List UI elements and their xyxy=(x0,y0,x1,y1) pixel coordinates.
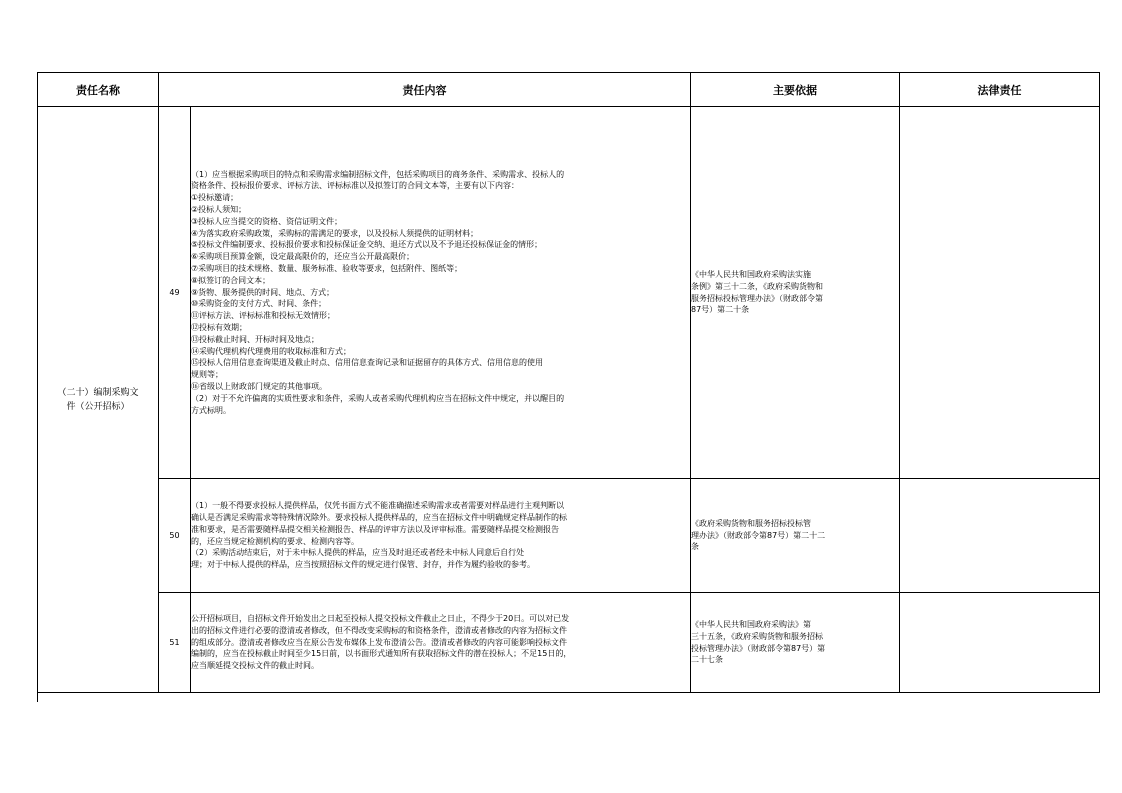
content-line: ⑮投标人信用信息查询渠道及截止时点、信用信息查询记录和证据留存的具体方式、信用信息的使用 xyxy=(191,358,543,368)
responsibility-name xyxy=(38,107,159,693)
row-basis xyxy=(691,593,900,693)
basis-line: 三十五条，《政府采购货物和服务招标 xyxy=(691,631,823,641)
content-line: ⑦采购项目的技术规格、数量、服务标准、验收等要求，包括附件、图纸等； xyxy=(191,264,463,273)
table-row xyxy=(38,593,1100,693)
table-left-border-continuation xyxy=(37,692,38,702)
responsibility-table xyxy=(37,72,1100,693)
content-line: （1）一般不得要求投标人提供样品，仅凭书面方式不能准确描述采购需求或者需要对样品进行主观判断以 xyxy=(191,501,565,511)
table-row xyxy=(38,107,1100,479)
content-line: 方式标明。 xyxy=(191,405,231,415)
basis-line: 《政府采购货物和服务招标投标管 xyxy=(691,518,811,528)
content-line: ⑫投标有效期； xyxy=(191,322,247,332)
row-basis xyxy=(691,479,900,593)
content-line: 确认是否满足采购需求等特殊情况除外。要求投标人提供样品的，应当在招标文件中明确规定样品制作的标 xyxy=(191,512,567,522)
header-content: 责任内容 xyxy=(159,73,691,107)
content-line: 出的招标文件进行必要的澄清或者修改，但不得改变采购标的和资格条件，澄清或者修改的内容为招标文件 xyxy=(191,625,567,635)
basis-line: 二十七条 xyxy=(691,655,723,665)
content-line: ③投标人应当提交的资格、资信证明文件； xyxy=(191,216,343,226)
content-line: 规则等； xyxy=(191,370,223,380)
row-content xyxy=(191,107,691,479)
row-number: 49 xyxy=(159,107,191,479)
group-name-text: （二十）编制采购文件（公开招标） xyxy=(57,387,139,412)
basis-line: 《中华人民共和国政府采购法实施 xyxy=(691,269,811,279)
content-line: ⑤投标文件编制要求、投标报价要求和投标保证金交纳、退还方式以及不予退还投标保证金的情形； xyxy=(191,240,543,250)
content-line: ⑭采购代理机构代理费用的收取标准和方式； xyxy=(191,346,351,356)
content-line: ⑯省级以上财政部门规定的其他事项。 xyxy=(191,381,327,391)
content-line: 资格条件、投标报价要求、评标方法、评标标准以及拟签订的合同文本等，主要有以下内容： xyxy=(191,181,519,191)
basis-line: 《中华人民共和国政府采购法》第 xyxy=(691,619,811,629)
basis-line: 条例》第三十二条，《政府采购货物和 xyxy=(691,281,823,291)
content-line: ②投标人须知； xyxy=(191,205,247,215)
row-legal-liability xyxy=(900,479,1100,593)
header-row xyxy=(38,73,1100,107)
basis-line: 87号）第二十条 xyxy=(691,305,750,315)
row-number: 50 xyxy=(159,479,191,593)
content-line: 准和要求，是否需要随样品提交相关检测报告、样品的评审方法以及评审标准。需要随样品提交检测报告 xyxy=(191,524,559,534)
basis-line: 条 xyxy=(691,542,699,552)
row-number: 51 xyxy=(159,593,191,693)
content-line: ⑩采购资金的支付方式、时间、条件； xyxy=(191,299,327,309)
content-line: 编制的，应当在投标截止时间至少15日前，以书面形式通知所有获取招标文件的潜在投标人；不足15日的， xyxy=(191,649,572,659)
content-line: 公开招标项目，自招标文件开始发出之日起至投标人提交投标文件截止之日止，不得少于20日。可以对已发 xyxy=(191,614,570,623)
basis-line: 服务招标投标管理办法》（财政部令第 xyxy=(691,293,823,303)
content-line: ⑪评标方法、评标标准和投标无效情形； xyxy=(191,311,335,321)
table-row xyxy=(38,479,1100,593)
content-line: ⑧拟签订的合同文本； xyxy=(191,275,271,285)
content-line: ⑥采购项目预算金额，设定最高限价的，还应当公开最高限价； xyxy=(191,252,415,262)
row-content xyxy=(191,593,691,693)
content-line: 的组成部分。澄清或者修改应当在原公告发布媒体上发布澄清公告。澄清或者修改的内容可能影响投标文件 xyxy=(191,637,567,647)
content-line: （2）采购活动结束后，对于未中标人提供的样品，应当及时退还或者经未中标人同意后自行处 xyxy=(191,548,525,558)
content-line: ⑨货物、服务提供的时间、地点、方式； xyxy=(191,287,335,297)
content-line: （2）对于不允许偏离的实质性要求和条件，采购人或者采购代理机构应当在招标文件中规定，并以醒目的 xyxy=(191,393,565,403)
content-line: ⑬投标截止时间、开标时间及地点； xyxy=(191,334,319,344)
header-basis: 主要依据 xyxy=(691,73,900,107)
row-legal-liability xyxy=(900,593,1100,693)
header-legal: 法律责任 xyxy=(900,73,1100,107)
content-line: 理；对于中标人提供的样品，应当按照招标文件的规定进行保管、封存，并作为履约验收的参考。 xyxy=(191,560,535,570)
header-name: 责任名称 xyxy=(38,73,159,107)
content-line: （1）应当根据采购项目的特点和采购需求编制招标文件，包括采购项目的商务条件、采购需求、投标人的 xyxy=(191,169,565,179)
content-line: ①投标邀请； xyxy=(191,193,239,203)
row-legal-liability xyxy=(900,107,1100,479)
row-basis xyxy=(691,107,900,479)
content-line: ④为落实政府采购政策，采购标的需满足的要求，以及投标人须提供的证明材料； xyxy=(191,228,479,238)
basis-line: 投标管理办法》（财政部令第87号）第 xyxy=(691,643,826,653)
row-content xyxy=(191,479,691,593)
content-line: 的，还应当规定检测机构的要求、检测内容等。 xyxy=(191,536,359,546)
content-line: 应当顺延提交投标文件的截止时间。 xyxy=(191,661,319,671)
basis-line: 理办法》（财政部令第87号）第二十二 xyxy=(691,530,826,540)
